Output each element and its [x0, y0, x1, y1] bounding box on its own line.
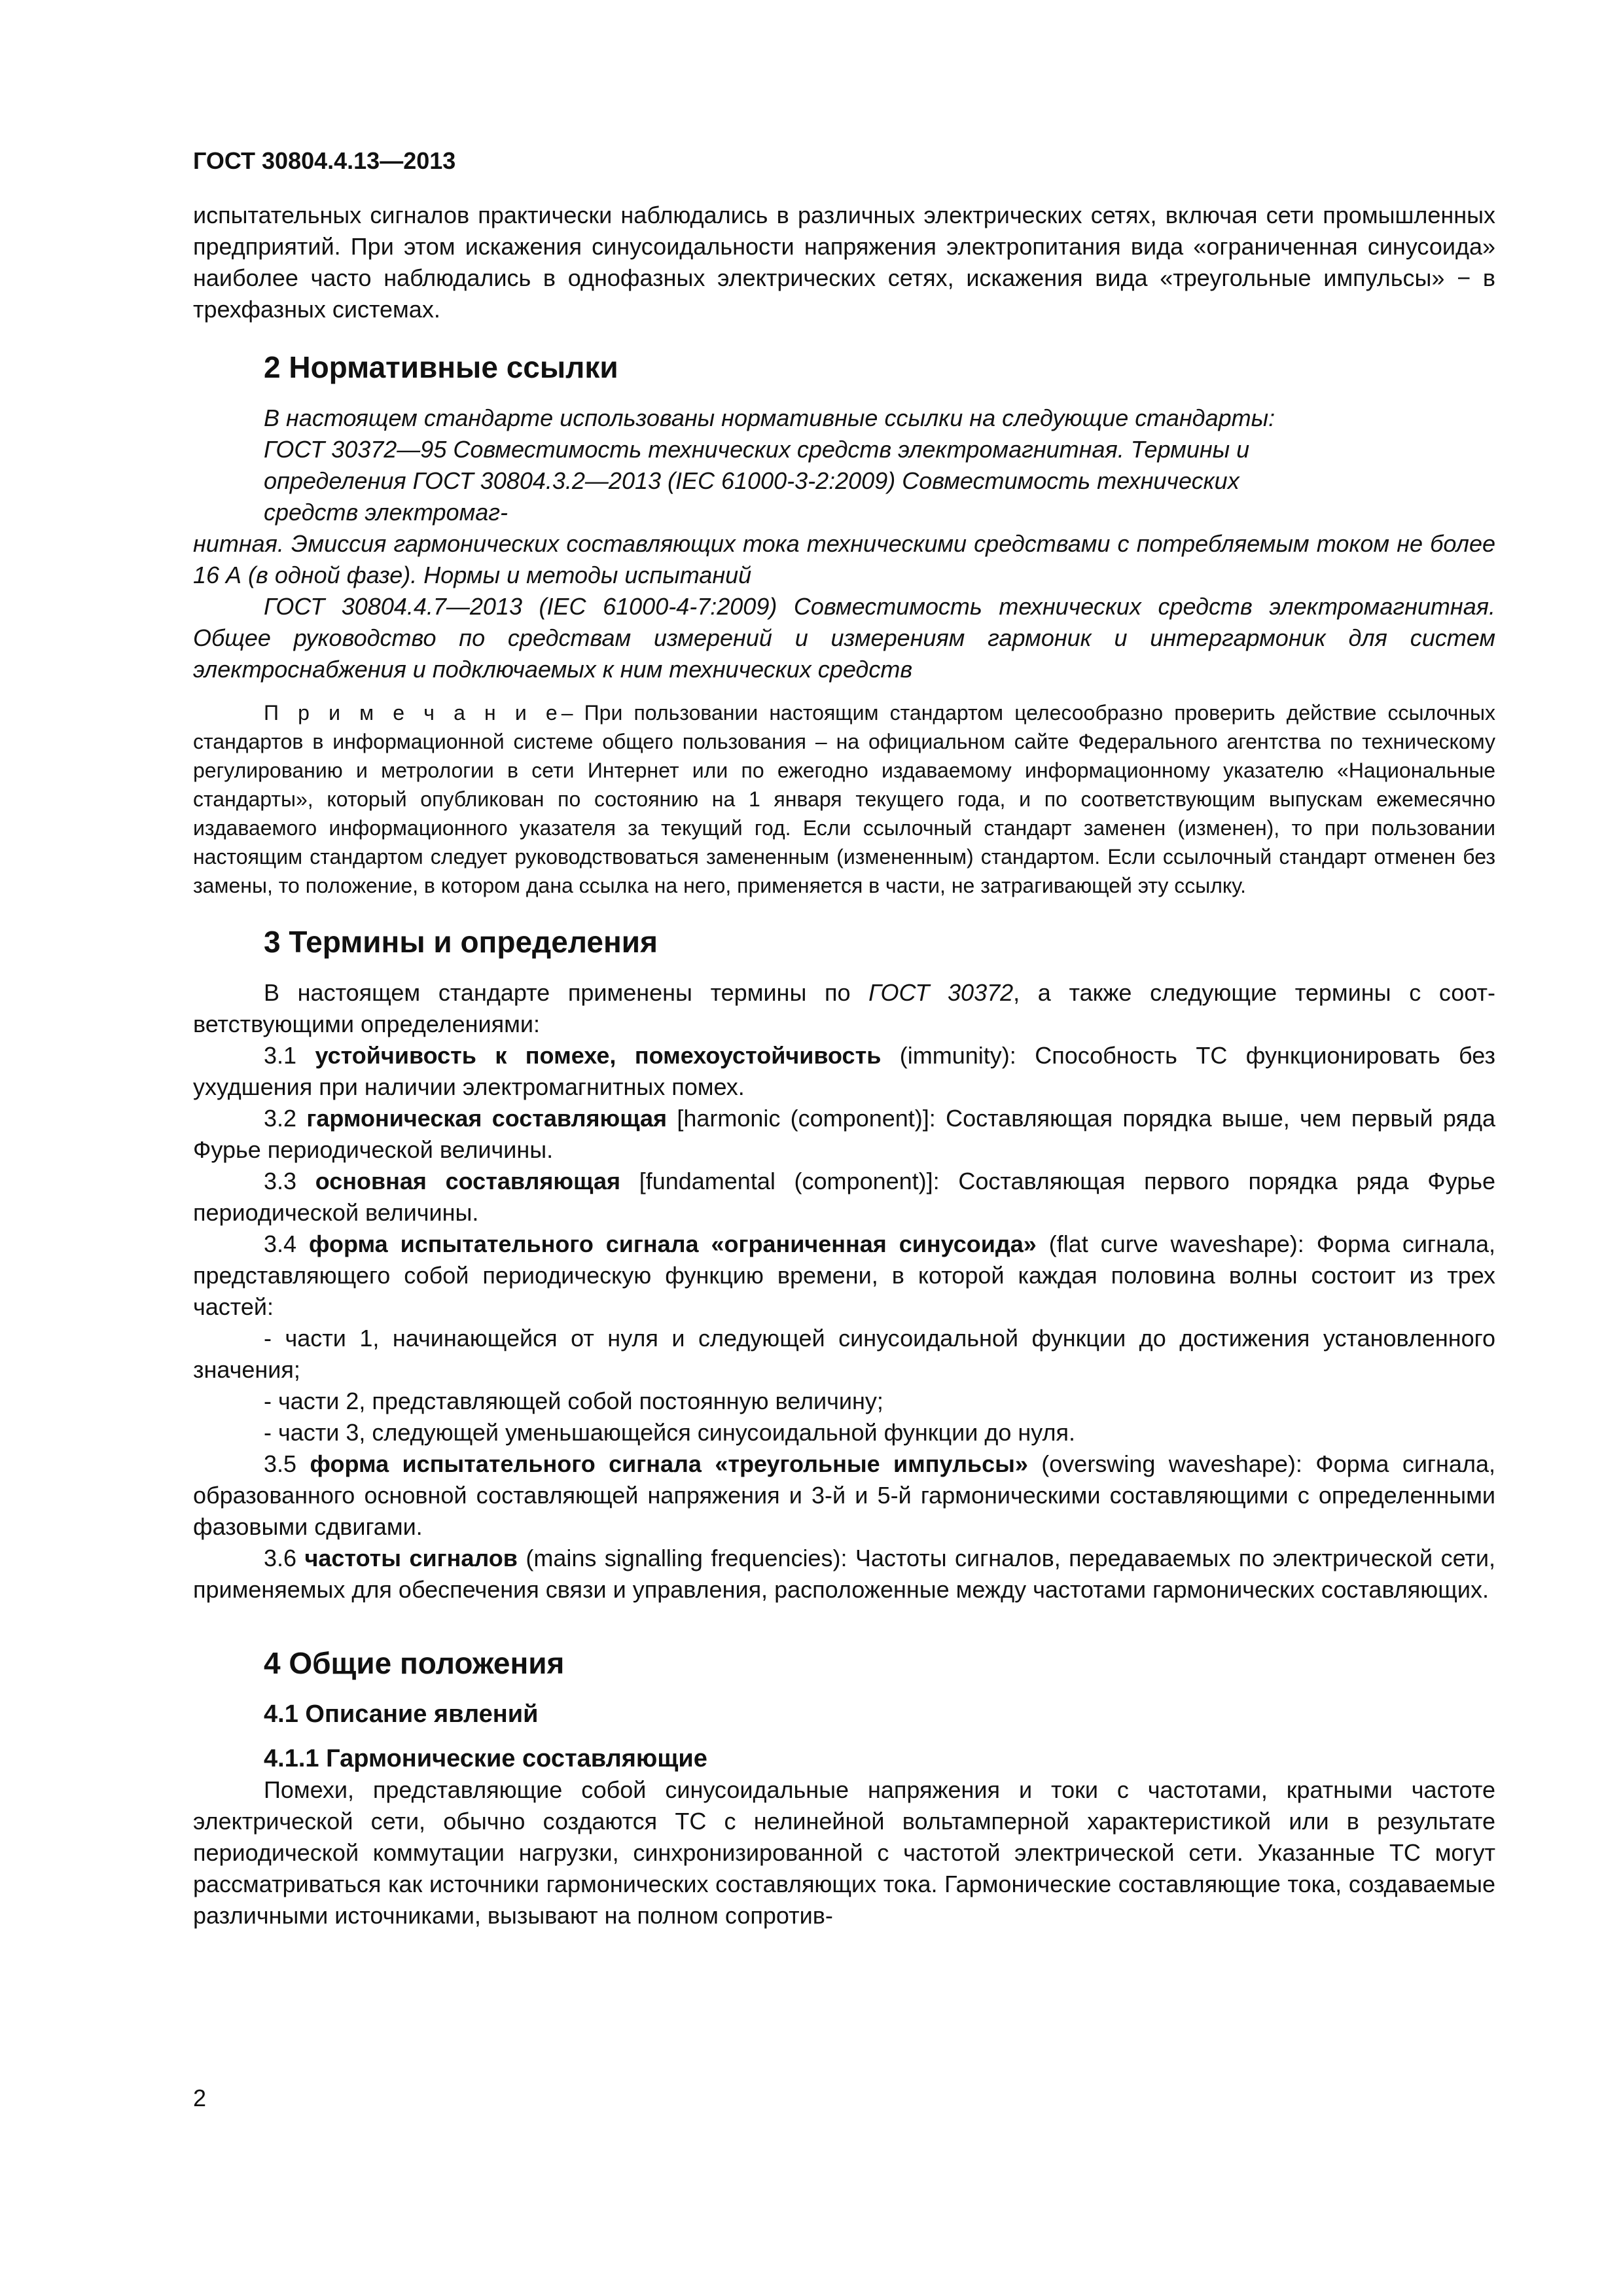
s2-line-1: В настоящем стандарте использованы нормативные ссылки на следующие стандарты:: [264, 404, 1275, 431]
s4-harmonics-paragraph: Помехи, представляющие собой синусоидальные напряжения и токи с частотами, кратными частоте электрической сети, обычно создаются ТС с нелинейной вольтамперной характеристикой или в результате периодической коммутации нагрузки, синхронизированной с частотой электрической сети. Указанные ТС могут рассматриваться как источники гармонических составляющих тока. Гармонические составляющие тока, создаваемые различными источниками, вызывают на полном сопротив-: [193, 1776, 1495, 1929]
term-definition: [fundamental (component)]: Составляющая первого порядка ряда Фурье периодической величины.: [193, 1168, 1495, 1226]
note-label: П р и м е ч а н и е: [264, 701, 562, 725]
note-text: – При пользовании настоящим стандартом целесообразно проверить действие ссылочных стандартов в информационной системе общего пользования – на официальном сайте Федерального агентства по техническому регулированию и метрологии в сети Интернет или по ежегодно издаваемому информационному указателю «Национальные стандарты», который опубликован по состоянию на 1 января текущего года, и по соответствующим выпускам ежемесячно издаваемого информационного указателя за текущий год. Если ссылочный стандарт заменен (изменен), то при пользовании настоящим стандартом следует руководствоваться замененным (измененным) стандартом. Если ссылочный стандарт отменен без замены, то положение, в котором дана ссылка на него, применяется в части, не затрагивающей эту ссылку.: [193, 701, 1496, 897]
s2-line-3: определения ГОСТ 30804.3.2—2013 (IEC 61000-3-2:2009) Совместимость технических: [264, 467, 1240, 494]
term-number: 3.5: [264, 1450, 310, 1477]
term-number: 3.3: [264, 1168, 315, 1194]
term-3-3: [193, 1166, 1495, 1229]
term-name: форма испытательного сигнала «ограниченная синусоида»: [308, 1230, 1037, 1257]
page-number: 2: [193, 2085, 207, 2111]
s3-intro-ref: ГОСТ 30372: [868, 979, 1014, 1006]
term-definition: (immunity): Способность ТС функционировать без ухудшения при наличии электромагнитных помех.: [193, 1042, 1495, 1100]
term-name: устойчивость к помехе, помехоустойчивость: [315, 1042, 882, 1069]
term-3-5: [193, 1448, 1495, 1543]
doc-header-code: ГОСТ 30804.4.13—2013: [193, 147, 456, 174]
document-page: [193, 147, 1495, 1931]
term-number: 3.2: [264, 1105, 307, 1132]
intro-paragraph: испытательных сигналов практически наблюдались в различных электрических сетях, включая сети промышленных предприятий. При этом искажения синусоидальности напряжения электропитания вида «ограниченная синусоида» наиболее часто наблюдались в однофазных электрических сетях, искажения вида «треугольные импульсы» − в трехфазных системах.: [193, 202, 1495, 323]
section-3-title: 3 Термины и определения: [264, 925, 658, 959]
s2-ref-gost-30804-4-7: ГОСТ 30804.4.7—2013 (IEC 61000-4-7:2009) Совместимость технических средств электромагнитная. Общее руководство по средствам измерений и измерениям гармоник и интергармоник для систем электроснабжения и подключаемых к ним технических средств: [193, 593, 1495, 683]
term-definition: (overswing waveshape): Форма сигнала, образованного основной составляющей напряжения и 3-й и 5-й гармоническими составляющими с определенными фазовыми сдвигами.: [193, 1450, 1495, 1540]
term-definition: (mains signalling frequencies): Частоты сигналов, передаваемых по электрической сети, применяемых для обеспечения связи и управления, расположенные между частотами гармонических составляющих.: [193, 1545, 1496, 1603]
term-number: 3.1: [264, 1042, 315, 1069]
term-3-6: [193, 1543, 1495, 1605]
subsection-4-1-title: 4.1 Описание явлений: [264, 1700, 539, 1728]
subsection-4-1-1-title: 4.1.1 Гармонические составляющие: [264, 1745, 707, 1772]
s3-intro-text-a: В настоящем стандарте применены термины по: [264, 979, 869, 1006]
term-3-1: [193, 1040, 1495, 1103]
s2-ref-gost-30804-3-2: нитная. Эмиссия гармонических составляющих тока техническими средствами с потребляемым током не более 16 А (в одной фазе). Нормы и методы испытаний: [193, 530, 1495, 588]
s3-intro: [193, 977, 1495, 1040]
s3-intro-text-b: , а также следующие термины с соответствующими определениями:: [193, 979, 1496, 1037]
term-name: частоты сигналов: [304, 1545, 518, 1571]
term-number: 3.4: [264, 1230, 309, 1257]
term-name: гармоническая составляющая: [306, 1105, 668, 1132]
term-3-4: [193, 1229, 1495, 1323]
section-4-title: 4 Общие положения: [264, 1646, 565, 1680]
section-2-title: 2 Нормативные ссылки: [264, 350, 618, 384]
term-name: основная составляющая: [315, 1168, 620, 1194]
term-3-2: [193, 1103, 1495, 1166]
term-3-4-part-2: - части 2, представляющей собой постоянную величину;: [264, 1388, 883, 1414]
s2-line-4: средств электромаг-: [264, 499, 508, 526]
term-number: 3.6: [264, 1545, 305, 1571]
term-3-4-part-1: - части 1, начинающейся от нуля и следующей синусоидальной функции до достижения установленного значения;: [193, 1325, 1495, 1383]
term-definition: (flat curve waveshape): Форма сигнала, представляющего собой периодическую функцию времени, в которой каждая половина волны состоит из трех частей:: [193, 1230, 1495, 1320]
s2-line-2: ГОСТ 30372—95 Совместимость технических средств электромагнитная. Термины и: [264, 436, 1250, 463]
spacer: [193, 1605, 1495, 1621]
term-3-4-part-3: - части 3, следующей уменьшающейся синусоидальной функции до нуля.: [264, 1419, 1075, 1446]
s2-note: [193, 698, 1495, 900]
term-name: форма испытательного сигнала «треугольные импульсы»: [310, 1450, 1028, 1477]
term-definition: [harmonic (component)]: Составляющая порядка выше, чем первый ряда Фурье периодической величины.: [193, 1105, 1495, 1163]
